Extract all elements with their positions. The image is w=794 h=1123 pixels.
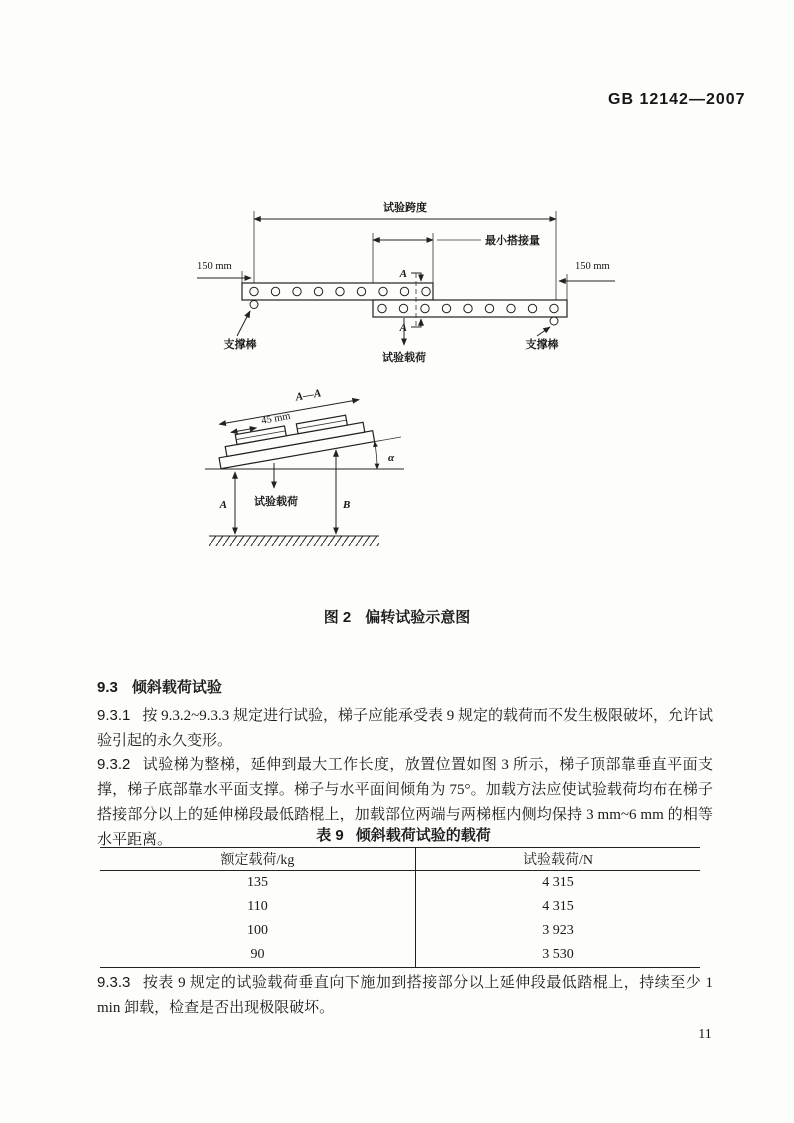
alpha-label: α <box>388 452 395 464</box>
table-title-text: 倾斜载荷试验的载荷 <box>355 827 491 844</box>
support-rod-right <box>550 317 558 325</box>
load-label: 试验载荷 <box>254 496 298 508</box>
paragraph-9-3-3 <box>97 970 713 1021</box>
test-load-cell: 3 530 <box>542 947 574 962</box>
support-left-label: 支撑棒 <box>223 339 257 351</box>
paragraph-text: 按表 9 规定的试验载荷垂直向下施加到搭接部分以上延伸段最低踏棍上，持续至少 1 min 卸载，检查是否出现极限破坏。 <box>97 975 713 1016</box>
figure-caption-title: 偏转试验示意图 <box>365 609 471 626</box>
table-row <box>100 943 700 968</box>
upper-ladder-rail <box>242 283 433 300</box>
figure1-svg <box>185 197 625 372</box>
min-overlap-label: 最小搭接量 <box>485 235 540 247</box>
page-number: 11 <box>698 1027 712 1042</box>
table-title-number: 表 9 <box>316 827 344 844</box>
figure-deflection-test-plan <box>185 197 625 372</box>
paragraph-number: 9.3.2 <box>97 756 131 773</box>
rated-load-cell: 100 <box>100 919 416 943</box>
section-heading-title: 倾斜载荷试验 <box>131 679 222 696</box>
table-row <box>100 919 700 943</box>
rated-load-cell: 110 <box>100 895 416 919</box>
dim-45mm-label: 45 mm <box>260 410 292 427</box>
support-right-label: 支撑棒 <box>525 339 559 351</box>
section-label-bottom: A <box>399 322 407 334</box>
angle-arc <box>375 442 377 469</box>
test-load-cell: 4 315 <box>542 899 574 914</box>
support-left-leader <box>237 311 250 336</box>
ground-hatch <box>209 536 379 546</box>
figure2-svg <box>197 373 417 568</box>
table-row <box>100 895 700 919</box>
right-150mm-label: 150 mm <box>575 261 610 272</box>
load-label: 试验载荷 <box>382 352 426 364</box>
test-span-label: 试验跨度 <box>383 202 427 214</box>
load-table <box>100 847 700 968</box>
paragraph-text: 试验梯为整梯，延伸到最大工作长度，放置位置如图 3 所示，梯子顶部靠垂直平面支撑，梯子底部靠水平面支撑。梯子与水平面间倾角为 75°。加载方法应使试验载荷均布在梯子搭接部分以上的延伸梯段最低踏棍上，加载部位两端与两梯框内侧均保持 3 mm~6 mm 的相等水平距离。 <box>97 757 713 848</box>
paragraph-9-3-1 <box>97 703 713 754</box>
table-header-rated-load: 额定载荷/kg <box>100 848 416 871</box>
table-row <box>100 871 700 896</box>
table-header-row <box>100 848 700 871</box>
section-aa-label: A—A <box>294 387 323 404</box>
figure-caption-number: 图 2 <box>323 609 352 626</box>
section-label-top: A <box>399 268 407 280</box>
test-load-cell: 3 923 <box>542 923 574 938</box>
figure-caption <box>0 606 794 627</box>
lower-ladder-rail <box>373 300 567 317</box>
test-load-cell: 4 315 <box>542 875 574 890</box>
paragraph-number: 9.3.1 <box>97 707 131 724</box>
left-150mm-label: 150 mm <box>197 261 232 272</box>
figure-deflection-test-section <box>197 373 417 568</box>
section-heading-number: 9.3 <box>97 679 118 696</box>
standard-number: GB 12142—2007 <box>608 91 746 108</box>
dim-b-label: B <box>343 499 351 511</box>
dim-a-label: A <box>219 499 227 511</box>
tilted-ladder <box>210 380 375 469</box>
section-heading <box>97 676 710 697</box>
paragraph-text: 按 9.3.2~9.3.3 规定进行试验，梯子应能承受表 9 规定的载荷而不发生极限破坏，允许试验引起的永久变形。 <box>97 708 713 749</box>
paragraph-number: 9.3.3 <box>97 974 131 991</box>
rated-load-cell: 135 <box>100 871 416 896</box>
support-right-leader <box>537 327 550 336</box>
support-rod-left <box>250 301 258 309</box>
rated-load-cell: 90 <box>100 943 416 968</box>
table-header-test-load: 试验载荷/N <box>416 848 701 871</box>
table-title <box>97 824 710 845</box>
